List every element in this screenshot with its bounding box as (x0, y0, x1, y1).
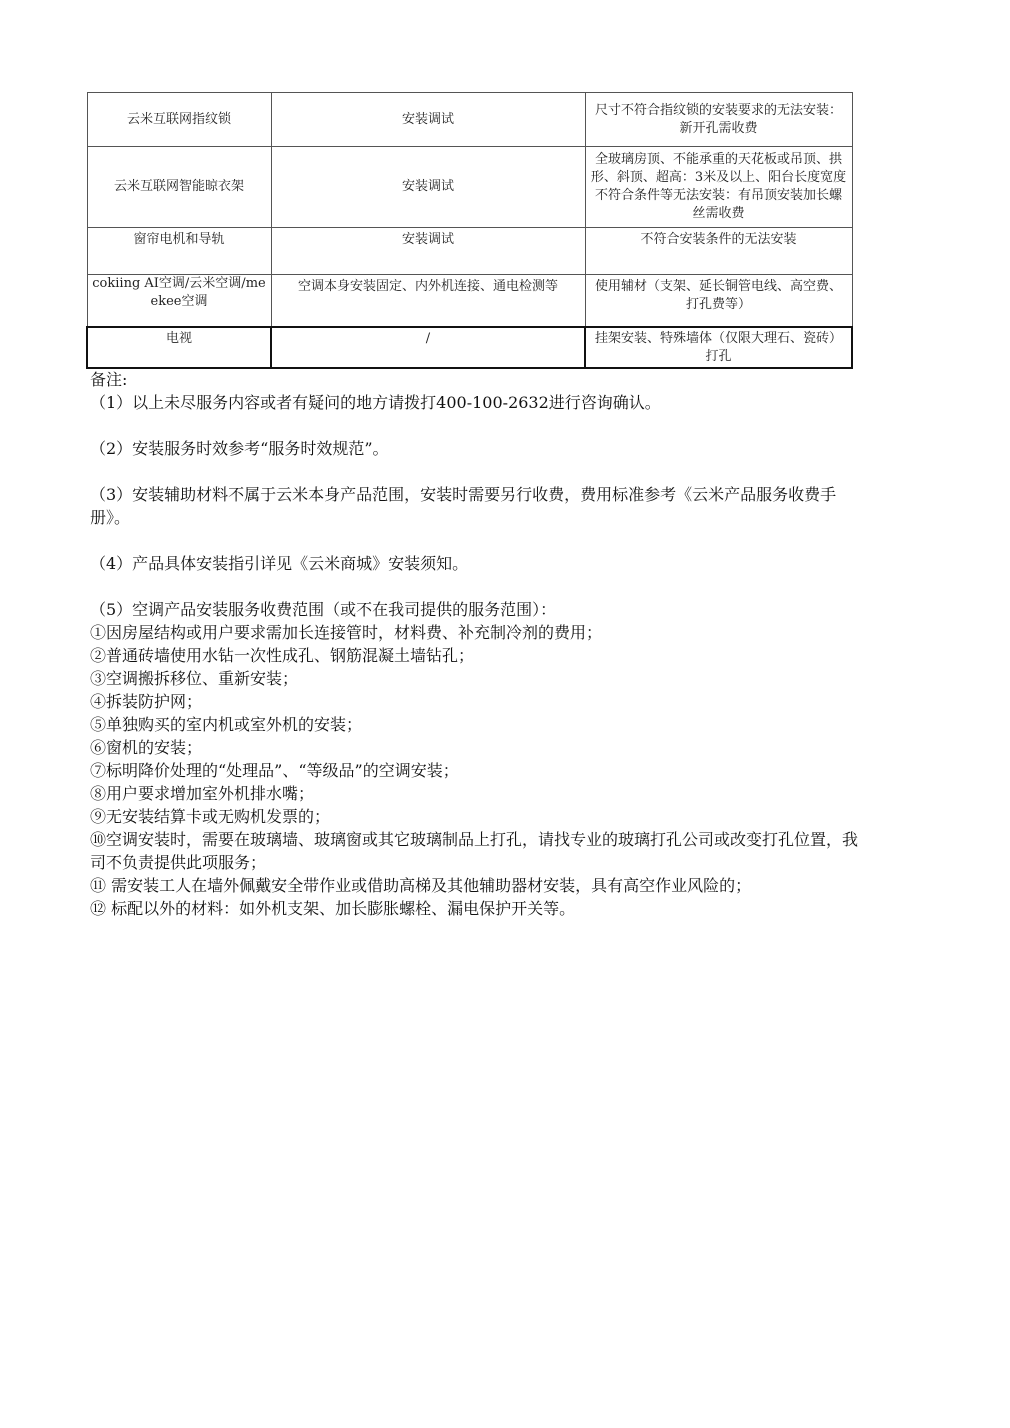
list-item: ⑥窗机的安装； (90, 738, 203, 757)
table-row (87, 228, 852, 275)
service-cell: 空调本身安装固定、内外机连接、通电检测等 (271, 275, 585, 328)
list-item: ⑪ 需安装工人在墙外佩戴安全带作业或借助高梯及其他辅助器材安装，具有高空作业风险的； (90, 876, 752, 895)
note-4: （4）产品具体安装指引详见《云米商城》安装须知。 (90, 554, 469, 573)
list-item: ⑤单独购买的室内机或室外机的安装； (90, 715, 363, 734)
list-item: ⑦标明降价处理的“处理品”、“等级品”的空调安装； (90, 761, 459, 780)
note-3: （3）安装辅助材料不属于云米本身产品范围，安装时需要另行收费，费用标准参考《云米产品服务收费手册》。 (90, 485, 837, 527)
note-1: （1）以上未尽服务内容或者有疑问的地方请拨打400-100-2632进行咨询确认。 (90, 393, 661, 412)
note-cell: 尺寸不符合指纹锁的安装要求的无法安装：新开孔需收费 (585, 93, 852, 147)
note-5: （5）空调产品安装服务收费范围（或不在我司提供的服务范围）： (90, 600, 557, 619)
note-cell: 挂架安装、特殊墙体（仅限大理石、瓷砖）打孔 (585, 327, 852, 368)
product-cell: 云米互联网指纹锁 (87, 93, 271, 147)
table-row (87, 93, 852, 147)
list-item: ⑩空调安装时，需要在玻璃墙、玻璃窗或其它玻璃制品上打孔，请找专业的玻璃打孔公司或改变打孔位置，我司不负责提供此项服务； (90, 830, 859, 872)
product-cell: 窗帘电机和导轨 (87, 228, 271, 275)
note-cell: 使用辅材（支架、延长铜管电线、高空费、打孔费等） (585, 275, 852, 328)
table-row (87, 327, 852, 368)
notes-title: 备注: (90, 370, 128, 389)
table-row (87, 275, 852, 328)
table-row (87, 147, 852, 228)
note-cell: 全玻璃房顶、不能承重的天花板或吊顶、拱形、斜顶、超高：3米及以上、阳台长度宽度不符合条件等无法安装：有吊顶安装加长螺丝需收费 (585, 147, 852, 228)
list-item: ②普通砖墙使用水钻一次性成孔、钢筋混凝土墙钻孔； (90, 646, 475, 665)
note-2: （2）安装服务时效参考“服务时效规范”。 (90, 439, 389, 458)
service-cell: / (271, 327, 585, 368)
list-item: ①因房屋结构或用户要求需加长连接管时，材料费、补充制冷剂的费用； (90, 623, 603, 642)
list-item: ⑫ 标配以外的材料：如外机支架、加长膨胀螺栓、漏电保护开关等。 (90, 899, 576, 918)
list-item: ⑧用户要求增加室外机排水嘴； (90, 784, 315, 803)
service-cell: 安装调试 (271, 93, 585, 147)
list-item: ④拆装防护网； (90, 692, 203, 711)
service-cell: 安装调试 (271, 228, 585, 275)
service-cell: 安装调试 (271, 147, 585, 228)
notes-section (90, 368, 870, 920)
product-cell: 云米互联网智能晾衣架 (87, 147, 271, 228)
product-cell: cokiing AI空调/云米空调/meekee空调 (87, 275, 271, 328)
product-cell: 电视 (87, 327, 271, 368)
note-cell: 不符合安装条件的无法安装 (585, 228, 852, 275)
installation-service-table (86, 92, 853, 369)
list-item: ⑨无安装结算卡或无购机发票的； (90, 807, 331, 826)
list-item: ③空调搬拆移位、重新安装； (90, 669, 299, 688)
